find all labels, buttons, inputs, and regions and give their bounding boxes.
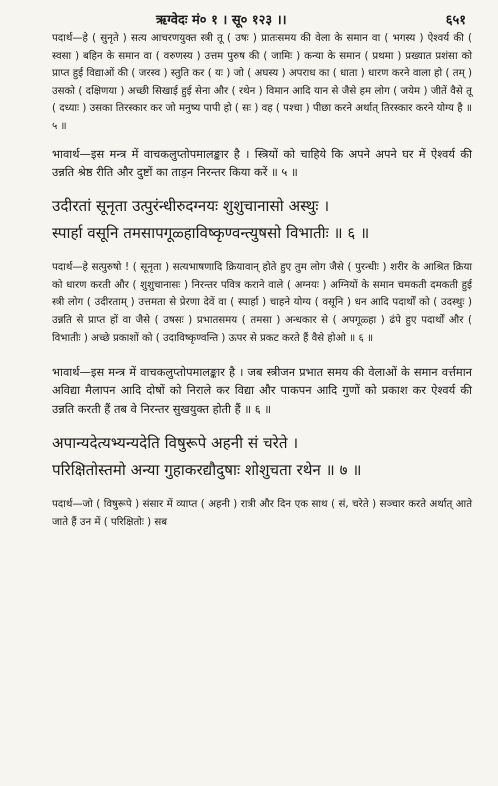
mantra-7-line-1: अपान्यदेत्यभ्यन्यदेति विषुरूपे अहनी सं चरेते । xyxy=(52,434,299,453)
mantra-7 xyxy=(52,430,472,484)
mantra-6-line-1: उदीरतां सूनृता उत्पुरंन्धीरुदग्नयः शुशुचानासो अस्थुः । xyxy=(52,197,330,216)
page-header xyxy=(52,6,472,30)
mantra-6-line-2: स्पार्हा वसूनि तमसापगूळ्हाविष्कृण्वन्त्युषसो विभातीः ॥ ६ ॥ xyxy=(52,224,370,243)
padartha-paragraph-5: पदार्थ—हे ( सुनृते ) सत्य आचरणयुक्त स्त्री तू ( उषः ) प्रातःसमय की वेला के समान वा ( भगस्य ) ऐश्वर्य की ( स्वसा ) बहिन के समान वा ( वरुणस्य ) उत्तम पुरुष की ( जामिः ) कन्या के समान ( प्रथमा ) प्रख्यात प्रशंसा को प्राप्त हुई विद्याओं की ( जरस्व ) स्तुति कर ( यः ) जो ( अघस्य ) अपराध का ( धाता ) धारण करने वाला हो ( तम् ) उसको ( दक्षिणया ) अच्छी सिखाई हुई सेना और ( रथेन ) विमान आदि यान से जैसे हम लोग ( जयेम ) जीतें वैसे तू ( दध्याः ) उसका तिरस्कार कर जो मनुष्य पापी हो ( सः ) वह ( पश्चा ) पीछा करने अर्थात् तिरस्कार करने योग्य है ॥ ५ ॥ xyxy=(52,33,472,132)
bhavartha-paragraph-5: भावार्थ—इस मन्त्र में वाचकलुप्तोपमालङ्कार है । स्त्रियों को चाहिये कि अपने अपने घर में ऐश्वर्य की उन्नति श्रेष्ठ रीति और दुष्टों का ताड़न निरन्तर किया करें ॥ ५ ॥ xyxy=(52,146,472,179)
mantra-7-line-2: परिक्षितोस्तमो अन्या गुहाकरद्यौदुषाः शोशुचता रथेन ॥ ७ ॥ xyxy=(52,461,362,480)
page-number: ६५१ xyxy=(445,13,466,28)
running-title: ऋग्वेदः मं० १ । सू० १२३ ।। xyxy=(156,13,287,28)
bhavartha-paragraph-6: भावार्थ—इस मन्त्र में वाचकलुप्तोपमालङ्कार है । जब स्त्रीजन प्रभात समय की वेलाओं के समान वर्त्तमान अविद्या मैलापन आदि दोषों को निराले कर विद्या और पाकपन आदि गुणों को प्रकाश कर ऐश्वर्य की उन्नति करती हैं तब वे निरन्तर सुखयुक्त होती हैं ॥ ६ ॥ xyxy=(52,365,472,416)
padartha-paragraph-6: पदार्थ—हे सत्पुरुषो ! ( सूनृता ) सत्यभाषणादि क्रियावान् होते हुए तुम लोग जैसे ( पुरन्धीः ) शरीर के आश्रित क्रिया को धारण करती और ( शुशुचानासः ) निरन्तर पवित्र कराने वाले ( अग्नयः ) अग्नियों के समान चमकती दमकती हुई स्त्री लोग ( उदीरताम् ) उत्तमता से प्रेरणा देवें वा ( स्पार्हा ) चाहने योग्य ( वसूनि ) धन आदि पदार्थों को ( उदस्थुः ) उन्नति से प्राप्त हों वा जैसे ( उषसः ) प्रभातसमय ( तमसा ) अन्धकार से ( अपगूळ्हा ) ढंपे हुए पदार्थों और ( विभातीः ) अच्छे प्रकाशों को ( उदाविष्कृण्वन्ति ) ऊपर से प्रकट करते हैं वैसे होओ ॥ ६ ॥ xyxy=(52,262,472,344)
padartha-paragraph-7: पदार्थ—जो ( विषुरूपे ) संसार में व्याप्त ( अहनी ) रात्री और दिन एक साथ ( सं, चरेते ) सञ्चार करते अर्थात् आते जाते हैं उन में ( परिक्षितोः ) सब xyxy=(52,499,472,528)
mantra-6 xyxy=(52,193,472,247)
